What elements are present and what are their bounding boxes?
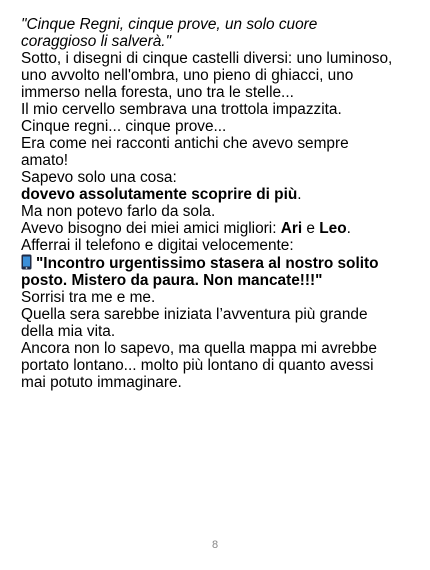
page-number: 8: [211, 539, 219, 551]
text-line: [21, 220, 416, 237]
text-line: Era come nei racconti antichi che avevo sempre: [21, 135, 349, 152]
text-line: portato lontano... molto più lontano di quanto avessi: [21, 357, 374, 374]
punctuation: .: [346, 220, 351, 237]
bold-phrase: dovevo assolutamente scoprire di più: [21, 186, 298, 203]
text-line: uno avvolto nell'ombra, uno pieno di ghiacci, uno: [21, 67, 354, 84]
text-line: della mia vita.: [21, 323, 116, 340]
friend-name-ari: Ari: [280, 220, 303, 237]
text-line: [21, 186, 416, 203]
text-line: Ma non potevo farlo da sola.: [21, 203, 216, 220]
text-line: Ancora non lo sapevo, ma quella mappa mi avrebbe: [21, 340, 377, 357]
text-line: mai potuto immaginare.: [21, 374, 182, 391]
quote-line: "Cinque Regni, cinque prove, un solo cuore: [21, 16, 318, 33]
text-line: amato!: [21, 152, 69, 169]
punctuation: .: [297, 186, 302, 203]
message-text: "Incontro urgentissimo stasera al nostro solito: [36, 255, 379, 272]
text-line: Cinque regni... cinque prove...: [21, 118, 227, 135]
text-segment: Avevo bisogno dei miei amici migliori:: [21, 220, 281, 237]
text-segment: e: [302, 220, 320, 237]
message-line: [21, 254, 416, 272]
text-line: Sotto, i disegni di cinque castelli diversi: uno luminoso,: [21, 50, 393, 67]
text-line: Sorrisi tra me e me.: [21, 289, 156, 306]
mobile-phone-icon: [21, 254, 32, 270]
text-line: Sapevo solo una cosa:: [21, 169, 177, 186]
friend-name-leo: Leo: [319, 220, 347, 237]
message-line: posto. Mistero da paura. Non mancate!!!": [21, 272, 323, 289]
text-line: Il mio cervello sembrava una trottola impazzita.: [21, 101, 342, 118]
quote-line: coraggioso li salverà.": [21, 33, 172, 50]
text-line: Afferrai il telefono e digitai velocemente:: [21, 237, 294, 254]
text-line: immerso nella foresta, uno tra le stelle...: [21, 84, 294, 101]
text-line: Quella sera sarebbe iniziata l’avventura più grande: [21, 306, 368, 323]
story-text: [21, 16, 416, 391]
